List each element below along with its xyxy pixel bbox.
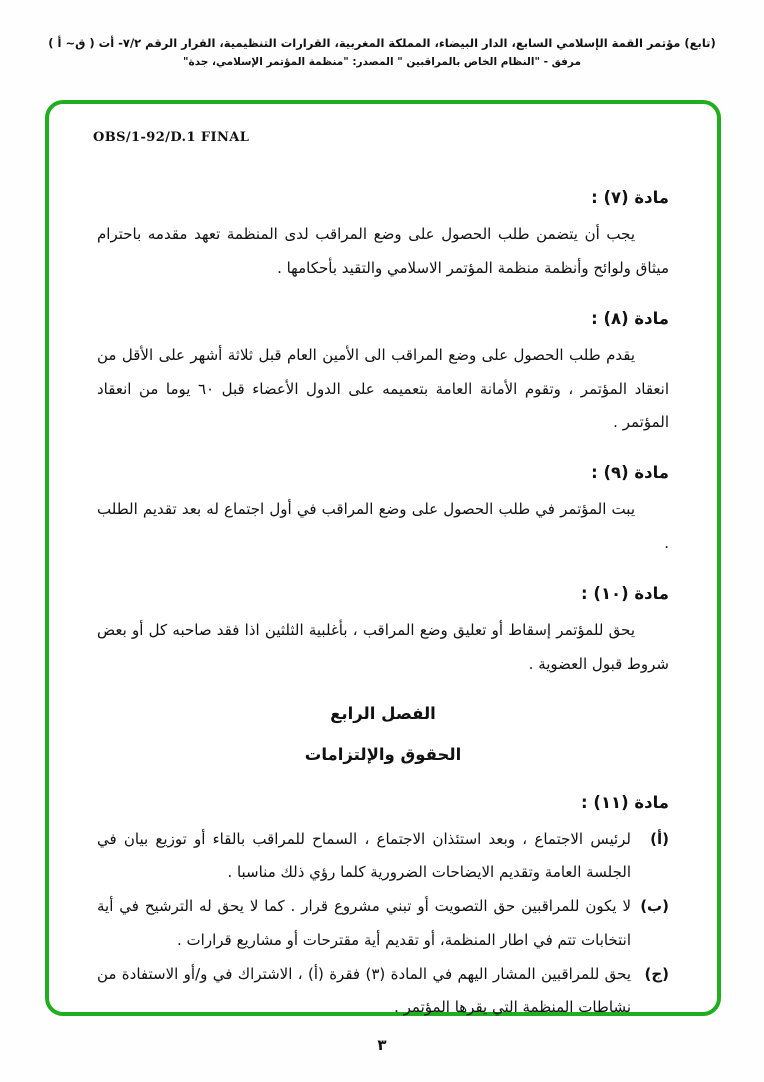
header-source-line: مرفق - "النظام الخاص بالمراقبين " المصدر: "منظمة المؤتمر الإسلامي، جدة" [183, 56, 581, 68]
clause-a-marker: (أ) [650, 829, 669, 848]
document-ref-code: OBS/1-92/D.1 FINAL [93, 130, 250, 145]
article-10-heading: مادة (١٠) : [581, 583, 669, 603]
clause-a [97, 823, 669, 891]
article-11 [97, 784, 669, 1026]
article-11-clauses [97, 823, 669, 1026]
article-7-text: يجب أن يتضمن طلب الحصول على وضع المراقب لدى المنظمة تعهد مقدمه باحترام ميثاق ولوائح وأنظمة منظمة المؤتمر الاسلامي والتقيد بأحكامها . [97, 225, 669, 277]
document-body [49, 145, 717, 1025]
chapter-heading [97, 695, 669, 773]
clause-b-marker: (ب) [640, 897, 669, 916]
article-11-heading: مادة (١١) : [581, 792, 669, 812]
header-reference-line: (تابع) مؤتمر القمة الإسلامي السابع، الدار البيضاء، المملكة المغربية، القرارات التنظيمية، القرار الرقم ٧/٢- أت ( ق~ أ ) [48, 36, 716, 50]
page-header [0, 36, 764, 68]
clause-c-text: يحق للمراقبين المشار اليهم في المادة (٣) فقرة (أ) ، الاشتراك في و/أو الاستفادة من نشاطات المنظمة التي يقرها المؤتمر . [97, 964, 631, 1017]
chapter-subtitle: الحقوق والإلتزامات [304, 745, 462, 765]
article-9-heading: مادة (٩) : [591, 463, 669, 482]
article-7-heading: مادة (٧) : [591, 188, 669, 207]
clause-c-marker: (ج) [644, 964, 669, 983]
clause-b-text: لا يكون للمراقبين حق التصويت أو تبني مشروع قرار . كما لا يحق له الترشيح في أية انتخابات تتم في اطار المنظمة، أو تقديم أية مقترحات أو مشاريع قرارات . [97, 897, 631, 949]
article-8-text: يقدم طلب الحصول على وضع المراقب الى الأمين العام قبل ثلاثة أشهر على الأقل من انعقاد المؤتمر ، وتقوم الأمانة العامة بتعميمه على الدول الأعضاء قبل ٦٠ يوما من انعقاد المؤتمر . [97, 345, 670, 432]
article-7 [97, 179, 669, 286]
article-8 [97, 300, 669, 440]
clause-a-text: لرئيس الاجتماع ، وبعد استئذان الاجتماع ، السماح للمراقب بالقاء أو توزيع بيان في الجلسة العامة وتقديم الايضاحات الضرورية كلما رؤي ذلك مناسبا . [97, 829, 631, 882]
article-10 [97, 575, 669, 682]
page-number: ٣ [377, 1036, 387, 1054]
article-9-text: يبت المؤتمر في طلب الحصول على وضع المراقب في أول اجتماع له بعد تقديم الطلب . [97, 500, 669, 552]
document-border-frame [45, 100, 721, 1016]
chapter-title: الفصل الرابع [330, 704, 436, 724]
clause-b [97, 890, 669, 958]
article-9 [97, 454, 669, 561]
article-10-text: يحق للمؤتمر إسقاط أو تعليق وضع المراقب ، بأغلبية الثلثين اذا فقد صاحبه كل أو بعض شروط قبول العضوية . [97, 620, 669, 673]
clause-c [97, 958, 669, 1026]
article-8-heading: مادة (٨) : [591, 308, 669, 328]
